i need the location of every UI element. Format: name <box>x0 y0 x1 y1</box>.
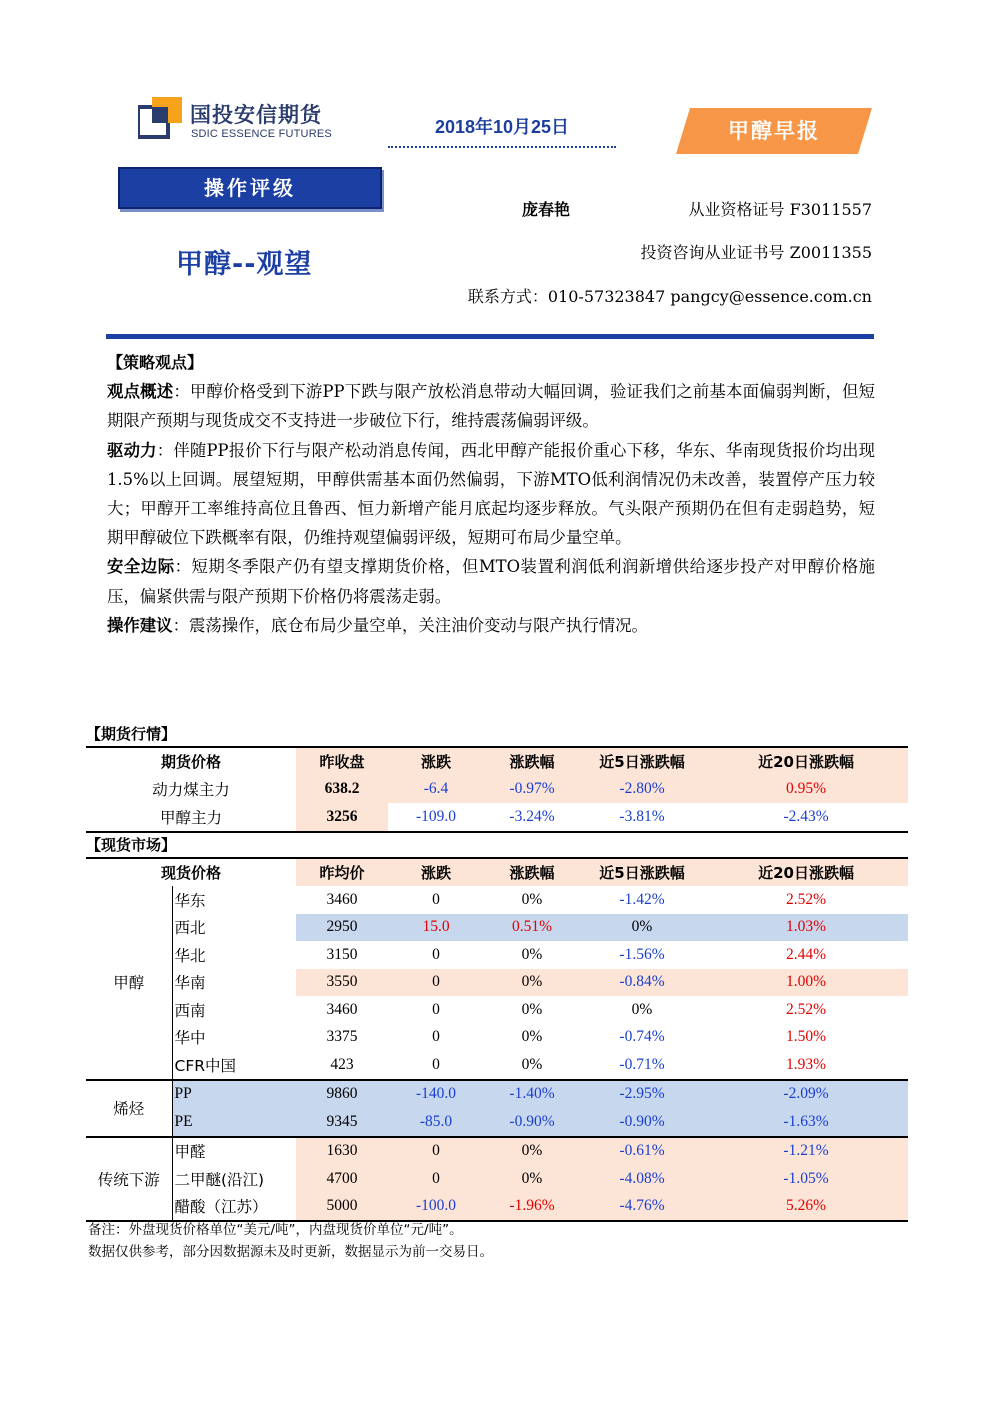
spot-20d-pct: -1.63% <box>704 1108 908 1137</box>
spot-change: 0 <box>432 1055 440 1073</box>
spot-5d-pct: -1.56% <box>619 945 665 963</box>
spot-20d-pct: 1.03% <box>704 914 908 942</box>
spot-price: 3460 <box>326 1000 358 1018</box>
spot-5d-pct: -0.74% <box>619 1028 665 1046</box>
spot-change: -85.0 <box>388 1108 484 1137</box>
group-label: 甲醇 <box>113 974 145 993</box>
table-header: 昨均价 <box>296 858 388 887</box>
spot-name: 二甲醚(沿江) <box>172 1165 296 1193</box>
footnote-disclaimer: 数据仅供参考，部分因数据源未及时更新，数据显示为前一交易日。 <box>88 1244 493 1260</box>
table-header: 期货价格 <box>161 753 222 772</box>
spot-name: PE <box>172 1108 296 1137</box>
spot-change-pct: -0.90% <box>484 1108 580 1137</box>
paragraph-text: ：伴随PP报价下行与限产松动消息传闻，西北甲醇产能报价重心下移，华东、华南现货报价均出现1.5%以上回调。展望短期，甲醇供需基本面仍然偏弱，下游MTO低利润情况仍未改善，装置停产压力较大；甲醇开工率维持高位且鲁西、恒力新增产能月底起均逐步释放。气头限产预期仍在但有走弱趋势，短期甲醇破位下跌概率有限，仍维持观望偏弱评级，短期可布局少量空单。 <box>107 440 875 548</box>
table-row <box>86 803 908 832</box>
spot-change: 0 <box>432 890 440 908</box>
spot-5d-pct: -0.90% <box>580 1108 704 1137</box>
futures-name: 甲醇主力 <box>160 808 223 827</box>
paragraph-text: ：短期冬季限产仍有望支撑期货价格，但MTO装置利润低利润新增供给逐步投产对甲醇价格施压，偏紧供需与限产预期下价格仍将震荡走弱。 <box>107 557 876 606</box>
spot-section-title: 【现货市场】 <box>86 835 177 854</box>
table-row <box>86 886 908 914</box>
spot-20d-pct: -2.09% <box>704 1080 908 1109</box>
futures-header-row <box>86 747 908 776</box>
spot-change: 0 <box>388 969 484 997</box>
table-header: 昨收盘 <box>296 747 388 776</box>
qualification-cert: 从业资格证号 F3011557 <box>688 200 872 219</box>
spot-change: 0 <box>432 945 440 963</box>
table-row <box>86 1080 908 1109</box>
spot-price: 3375 <box>326 1028 358 1046</box>
table-header: 涨跌幅 <box>484 858 580 887</box>
spot-20d-pct: 2.52% <box>785 1000 827 1018</box>
footnote-unit: 备注：外盘现货价格单位“美元/吨”，内盘现货价单位“元/吨”。 <box>88 1222 463 1238</box>
spot-name: 甲醛 <box>172 1137 296 1166</box>
table-header: 近20日涨跌幅 <box>704 858 908 887</box>
group-label: 烯烃 <box>113 1100 145 1118</box>
spot-change: 0 <box>432 1000 440 1018</box>
futures-close: 3256 <box>296 803 388 832</box>
futures-change: -109.0 <box>415 807 457 825</box>
strategy-paragraph <box>107 552 875 610</box>
table-row <box>86 1193 908 1222</box>
group-label: 传统下游 <box>97 1170 160 1189</box>
strategy-paragraph <box>107 436 875 553</box>
table-header: 涨跌幅 <box>484 747 580 776</box>
table-header: 涨跌 <box>388 747 484 776</box>
futures-table <box>86 746 908 833</box>
spot-20d-pct: 1.00% <box>704 969 908 997</box>
table-row <box>86 996 908 1024</box>
futures-change-pct: -0.97% <box>484 776 580 804</box>
spot-5d-pct: 0% <box>580 914 704 942</box>
spot-change-pct: 0% <box>521 945 543 963</box>
report-type-label: 甲醇早报 <box>728 119 820 143</box>
spot-20d-pct: 2.44% <box>785 945 827 963</box>
logo-text-cn: 国投安信期货 <box>190 103 322 127</box>
table-row <box>86 1108 908 1137</box>
spot-name: 华北 <box>172 941 296 969</box>
spot-5d-pct: -0.71% <box>619 1055 665 1073</box>
spot-name: 西北 <box>172 914 296 942</box>
rating-banner <box>118 167 382 209</box>
table-header: 涨跌 <box>388 858 484 887</box>
spot-change-pct: 0% <box>521 1028 543 1046</box>
table-row <box>86 914 908 942</box>
report-date: 2018年10月25日 <box>434 117 570 137</box>
futures-close: 638.2 <box>296 776 388 804</box>
spot-change: 0 <box>432 1028 440 1046</box>
spot-change-pct: -1.40% <box>484 1080 580 1109</box>
spot-change: 15.0 <box>388 914 484 942</box>
strategy-section <box>107 348 875 640</box>
paragraph-text: ：震荡操作，底仓布局少量空单，关注油价变动与限产执行情况。 <box>172 615 648 635</box>
spot-price: 9860 <box>296 1080 388 1109</box>
rating-verdict: 甲醇--观望 <box>176 249 313 280</box>
table-row <box>86 1051 908 1080</box>
spot-20d-pct: 1.93% <box>785 1055 827 1073</box>
table-header: 现货价格 <box>161 863 222 882</box>
table-row <box>86 969 908 997</box>
spot-20d-pct: 5.26% <box>704 1193 908 1222</box>
futures-change-pct: -3.24% <box>509 807 555 825</box>
spot-change: 0 <box>388 1137 484 1166</box>
spot-price: 9345 <box>296 1108 388 1137</box>
spot-change: -100.0 <box>388 1193 484 1222</box>
consulting-cert: 投资咨询从业证书号 Z0011355 <box>640 243 872 262</box>
spot-change-pct: 0% <box>521 890 543 908</box>
spot-change-pct: 0% <box>521 1055 543 1073</box>
spot-table <box>86 857 908 1223</box>
spot-price: 1630 <box>296 1137 388 1166</box>
spot-change-pct: 0% <box>484 1165 580 1193</box>
spot-change-pct: 0% <box>484 969 580 997</box>
table-row <box>86 1137 908 1166</box>
spot-price: 5000 <box>296 1193 388 1222</box>
spot-change: 0 <box>388 1165 484 1193</box>
date-divider <box>388 146 616 148</box>
spot-price: 3460 <box>326 890 358 908</box>
futures-5d-pct: -3.81% <box>619 807 665 825</box>
strategy-paragraph <box>107 377 875 435</box>
table-row <box>86 1165 908 1193</box>
footnotes <box>88 1219 493 1263</box>
spot-name: 醋酸（江苏） <box>172 1193 296 1222</box>
analyst-name: 庞春艳 <box>522 200 571 219</box>
spot-change-pct: 0% <box>484 1137 580 1166</box>
spot-20d-pct: -1.05% <box>704 1165 908 1193</box>
futures-20d-pct: 0.95% <box>704 776 908 804</box>
futures-section-title: 【期货行情】 <box>86 725 177 743</box>
table-row <box>86 941 908 969</box>
futures-5d-pct: -2.80% <box>580 776 704 804</box>
futures-name: 动力煤主力 <box>152 781 230 800</box>
paragraph-label: 驱动力 <box>107 440 157 460</box>
paragraph-label: 安全边际 <box>107 557 175 577</box>
market-data <box>86 722 908 1222</box>
spot-name: 华南 <box>172 969 296 997</box>
spot-20d-pct: -1.21% <box>704 1137 908 1166</box>
table-row <box>86 776 908 804</box>
spot-name: CFR中国 <box>172 1051 296 1080</box>
section-divider <box>106 334 874 339</box>
spot-20d-pct: 2.52% <box>785 890 827 908</box>
spot-change-pct: -1.96% <box>484 1193 580 1222</box>
report-type-tag <box>676 108 872 154</box>
spot-price: 423 <box>330 1055 354 1073</box>
contact-info: 联系方式：010-57323847 pangcy@essence.com.cn <box>467 287 872 306</box>
spot-name: 华中 <box>172 1024 296 1052</box>
spot-change-pct: 0.51% <box>484 914 580 942</box>
spot-price: 3550 <box>296 969 388 997</box>
spot-price: 2950 <box>296 914 388 942</box>
futures-20d-pct: -2.43% <box>783 807 829 825</box>
spot-name: 西南 <box>172 996 296 1024</box>
strategy-title: 【策略观点】 <box>107 353 204 372</box>
paragraph-label: 操作建议 <box>107 615 173 635</box>
spot-change-pct: 0% <box>521 1000 543 1018</box>
table-header: 近20日涨跌幅 <box>704 747 908 776</box>
table-row <box>86 1024 908 1052</box>
spot-name: 华东 <box>172 886 296 914</box>
table-header: 近5日涨跌幅 <box>580 747 704 776</box>
spot-20d-pct: 1.50% <box>785 1028 827 1046</box>
spot-5d-pct: 0% <box>631 1000 653 1018</box>
spot-name: PP <box>172 1080 296 1109</box>
spot-5d-pct: -4.08% <box>580 1165 704 1193</box>
spot-change: -140.0 <box>388 1080 484 1109</box>
table-header: 近5日涨跌幅 <box>580 858 704 887</box>
spot-header-row <box>86 858 908 887</box>
spot-price: 4700 <box>296 1165 388 1193</box>
spot-5d-pct: -4.76% <box>580 1193 704 1222</box>
spot-price: 3150 <box>326 945 358 963</box>
futures-change: -6.4 <box>388 776 484 804</box>
spot-5d-pct: -0.84% <box>580 969 704 997</box>
paragraph-text: ：甲醇价格受到下游PP下跌与限产放松消息带动大幅回调，验证我们之前基本面偏弱判断，但短期限产预期与现货成交不支持进一步破位下行，维持震荡偏弱评级。 <box>107 382 875 431</box>
spot-5d-pct: -0.61% <box>580 1137 704 1166</box>
logo-text-en: SDIC ESSENCE FUTURES <box>191 128 332 140</box>
logo-mark-icon <box>138 97 182 141</box>
spot-5d-pct: -2.95% <box>580 1080 704 1109</box>
rating-label: 操作评级 <box>204 176 296 200</box>
strategy-paragraph <box>107 611 875 640</box>
spot-5d-pct: -1.42% <box>619 890 665 908</box>
paragraph-label: 观点概述 <box>107 382 174 402</box>
